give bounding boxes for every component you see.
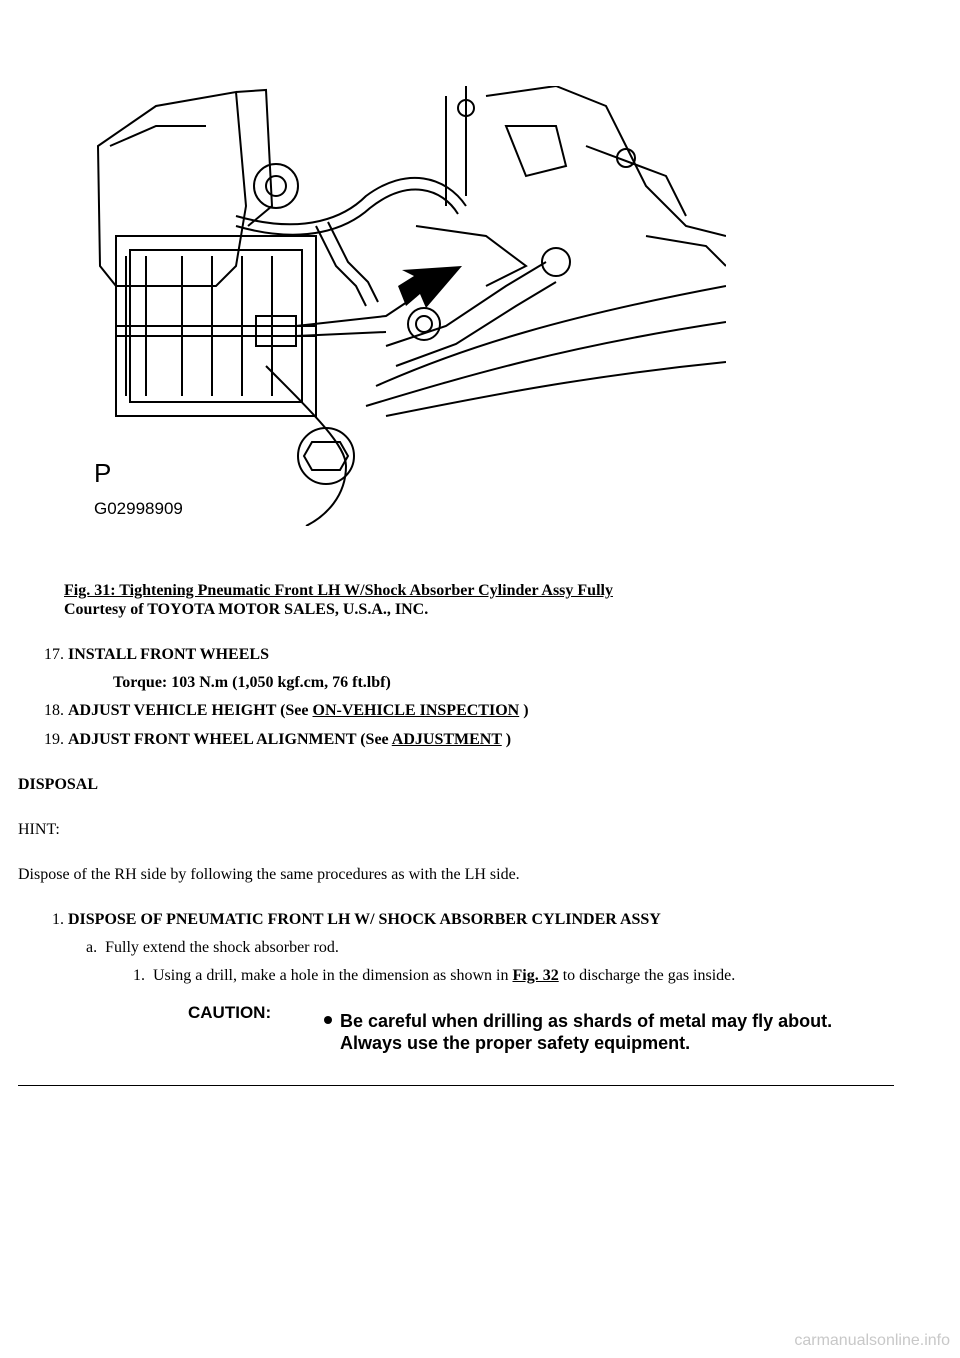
disposal-step-1 — [26, 910, 661, 930]
hint-text: Dispose of the RH side by following the same procedures as with the LH side. — [18, 866, 520, 883]
step-text: ADJUST VEHICLE HEIGHT (See — [68, 702, 313, 719]
sub-step-a — [86, 938, 339, 958]
caution-line-2: Always use the proper safety equipment. — [340, 1033, 691, 1053]
sub-step-text-after: to discharge the gas inside. — [558, 967, 736, 984]
sub-step-text: Using a drill, make a hole in the dimension as shown in — [153, 967, 513, 984]
on-vehicle-inspection-link[interactable]: ON-VEHICLE INSPECTION — [312, 702, 520, 719]
sub-step-1 — [133, 966, 735, 986]
disposal-heading: DISPOSAL — [18, 776, 99, 793]
section-divider — [18, 1085, 894, 1086]
caution-text — [340, 1010, 832, 1054]
sub-step-text: Fully extend the shock absorber rod. — [105, 939, 339, 956]
bullet-icon — [324, 1016, 332, 1024]
step-text: INSTALL FRONT WHEELS — [68, 646, 269, 663]
step-text: ADJUST FRONT WHEEL ALIGNMENT (See — [68, 731, 392, 748]
caution-line-1: Be careful when drilling as shards of metal may fly about. — [340, 1011, 833, 1031]
step-18 — [26, 701, 529, 721]
figure-caption-courtesy: Courtesy of TOYOTA MOTOR SALES, U.S.A., INC. — [64, 601, 429, 618]
fig-32-link[interactable]: Fig. 32 — [512, 967, 559, 984]
step-number: 17. — [44, 646, 64, 663]
hint-label: HINT: — [18, 821, 60, 838]
step-text-after: ) — [519, 702, 529, 719]
figure-code: G02998909 — [94, 499, 183, 518]
step-17 — [26, 645, 269, 665]
sub-step-number: 1. — [133, 967, 145, 984]
figure-illustration — [86, 86, 726, 526]
step-19 — [26, 730, 511, 750]
figure-caption-title[interactable]: Fig. 31: Tightening Pneumatic Front LH W/Shock Absorber Cylinder Assy Fully — [64, 582, 613, 599]
caution-label: CAUTION: — [188, 1003, 272, 1022]
figure-marker: P — [94, 458, 112, 488]
step-number: 19. — [44, 731, 64, 748]
step-text-after: ) — [501, 731, 512, 748]
adjustment-link[interactable]: ADJUSTMENT — [391, 731, 502, 748]
watermark: carmanualsonline.info — [794, 1332, 950, 1349]
torque-spec: Torque: 103 N.m (1,050 kgf.cm, 76 ft.lbf) — [113, 674, 391, 691]
step-number: 1. — [52, 911, 64, 928]
step-text: DISPOSE OF PNEUMATIC FRONT LH W/ SHOCK ABSORBER CYLINDER ASSY — [68, 911, 661, 928]
step-number: 18. — [44, 702, 64, 719]
sub-step-letter: a. — [86, 939, 98, 956]
figure-caption — [64, 581, 613, 619]
